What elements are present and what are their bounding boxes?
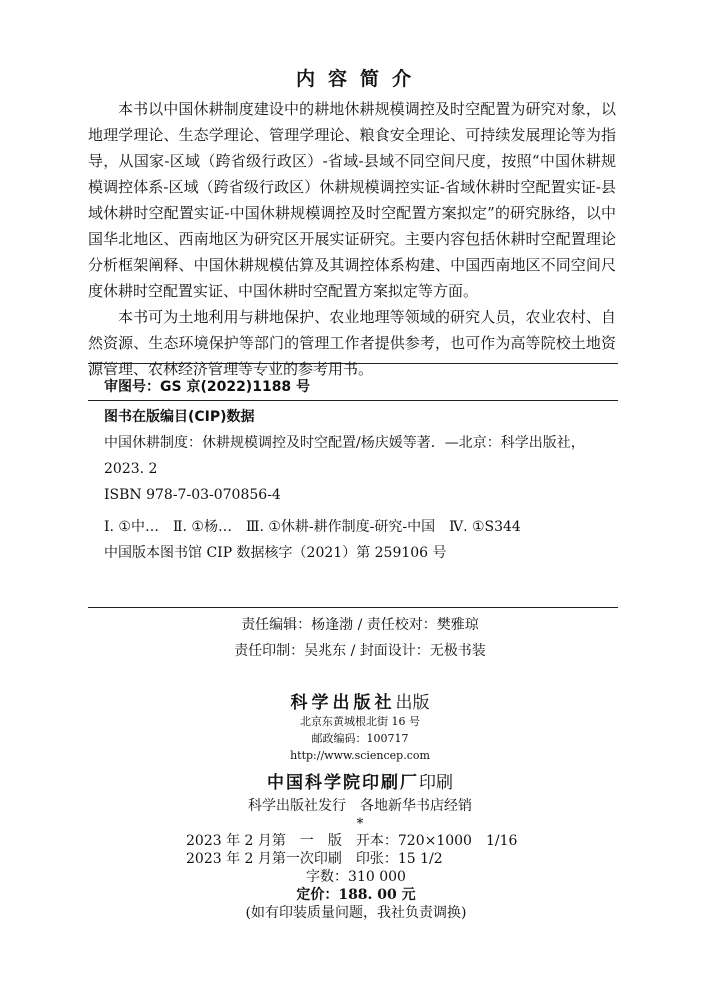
page-title: 内容简介 bbox=[295, 68, 424, 90]
cip-block bbox=[104, 404, 614, 566]
spec-word-count: 字数：310 000 bbox=[306, 869, 406, 885]
spec-edition: 2023 年 2 月第 一 版 开本：720×1000 1/16 bbox=[186, 833, 518, 849]
summary bbox=[88, 96, 616, 382]
printer-line bbox=[0, 768, 720, 793]
distribution: 科学出版社发行 各地新华书店经销 bbox=[248, 798, 472, 814]
publisher-postcode: 邮政编码：100717 bbox=[311, 732, 409, 745]
publisher-block bbox=[0, 688, 720, 831]
publisher-name: 科学出版社 bbox=[290, 693, 396, 713]
cip-record: 中国休耕制度：休耕规模调控及时空配置/杨庆媛等著．—北京：科学出版社，2023. 2 bbox=[104, 435, 585, 477]
editors-line-1: 责任编辑：杨逢渤 / 责任校对：樊雅琼 bbox=[241, 617, 479, 633]
publisher-website: http://www.sciencep.com bbox=[290, 749, 430, 762]
summary-paragraph-1: 本书以中国休耕制度建设中的耕地休耕规模调控及时空配置为研究对象，以地理学理论、生态学理论、管理学理论、粮食安全理论、可持续发展理论等为指导，从国家-区域（跨省级行政区）-省域-县域不同空间尺度，按照“中国休耕规模调控体系-区域（跨省级行政区）休耕规模调控实证-省域休耕时空配置实证-县域休耕时空配置实证-中国休耕规模调控及时空配置方案拟定”的研究脉络，以中国华北地区、西南地区为研究区开展实证研究。主要内容包括休耕时空配置理论分析框架阐释、中国休耕规模估算及其调控体系构建、中国西南地区不同空间尺度休耕时空配置实证、中国休耕时空配置方案拟定等方面。 bbox=[88, 100, 616, 300]
cip-isbn: ISBN 978-7-03-070856-4 bbox=[104, 487, 281, 503]
cip-heading: 图书在版编目(CIP)数据 bbox=[104, 409, 255, 425]
summary-paragraph-2: 本书可为土地利用与耕地保护、农业地理等领域的研究人员，农业农村、自然资源、生态环境保护等部门的管理工作者提供参考，也可作为高等院校土地资源管理、农林经济管理等专业的参考用书。 bbox=[88, 308, 616, 378]
divider-bottom bbox=[88, 607, 618, 608]
printer-name: 中国科学院印刷厂 bbox=[267, 773, 419, 793]
editors-line-2: 责任印制：吴兆东 / 封面设计：无极书装 bbox=[234, 643, 486, 659]
responsibility-block bbox=[0, 612, 720, 664]
publisher-suffix: 出版 bbox=[395, 693, 430, 713]
cip-classification: Ⅰ. ①中… Ⅱ. ①杨… Ⅲ. ①休耕-耕作制度-研究-中国 Ⅳ. ①S344 bbox=[104, 519, 521, 535]
divider-top bbox=[88, 363, 618, 364]
printer-suffix: 印刷 bbox=[419, 773, 453, 793]
publisher-name-line bbox=[0, 688, 720, 713]
cip-approval: 中国版本图书馆 CIP 数据核字（2021）第 259106 号 bbox=[104, 545, 447, 561]
map-review-number: 审图号：GS 京(2022)1188 号 bbox=[104, 379, 311, 395]
separator-star: * bbox=[356, 816, 364, 832]
spec-note: (如有印装质量问题，我社负责调换) bbox=[245, 905, 467, 921]
specs-block bbox=[186, 832, 526, 922]
publisher-address: 北京东黄城根北街 16 号 bbox=[300, 715, 420, 728]
spec-printing: 2023 年 2 月第一次印刷 印张：15 1/2 bbox=[186, 851, 443, 867]
spec-price: 定价：188. 00 元 bbox=[296, 887, 416, 903]
divider-cip bbox=[88, 400, 618, 401]
